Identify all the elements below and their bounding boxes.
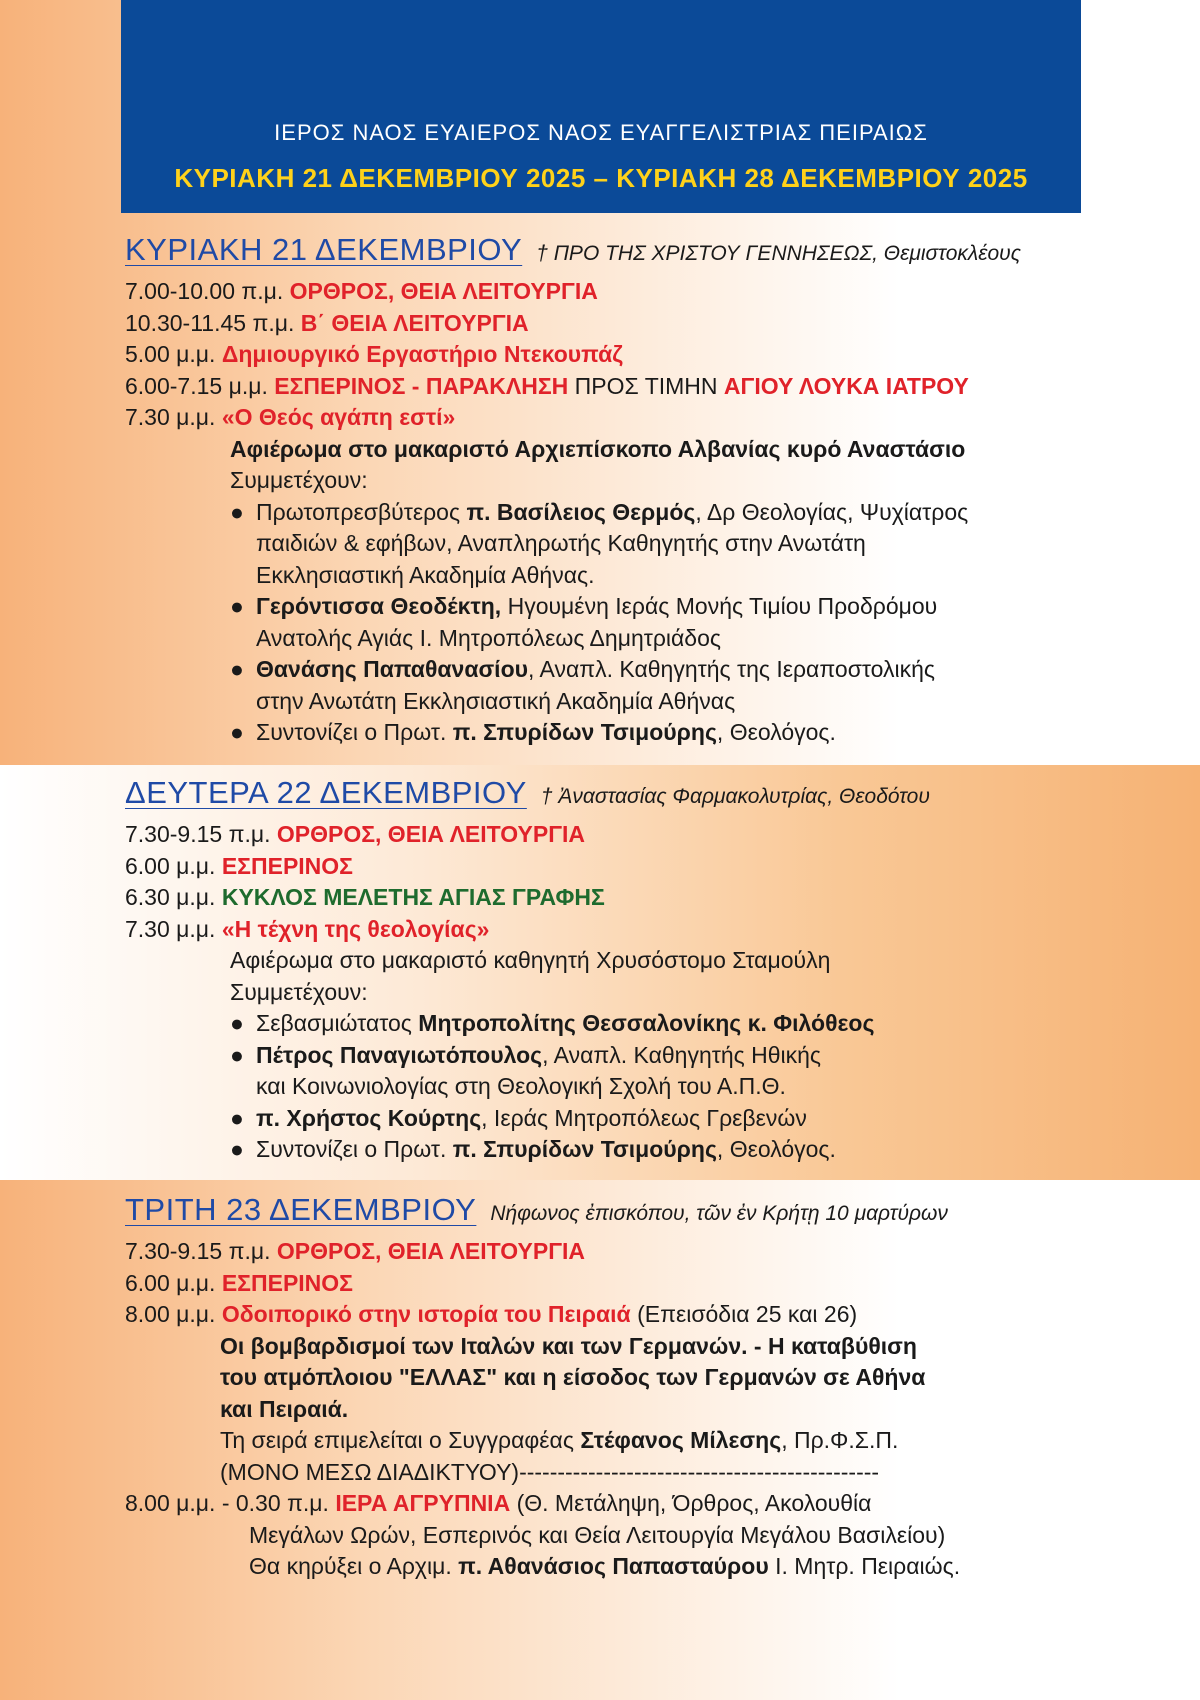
text: Συντονίζει ο Πρωτ. — [256, 719, 447, 745]
participant — [125, 654, 1085, 686]
participant-cont: Εκκλησιαστική Ακαδημία Αθήνας. — [256, 561, 595, 588]
text: , Θεολόγος. — [716, 719, 836, 745]
event-title: «Η τέχνη της θεολογίας» — [221, 915, 490, 942]
schedule-line — [125, 819, 1085, 851]
person-name: π. Σπυρίδων Τσιμούρης — [452, 1136, 717, 1162]
day-section-sunday — [125, 232, 1085, 749]
text: Ηγουμένη Ιεράς Μονής Τιμίου Προδρόμου — [501, 593, 938, 619]
person-name: Γερόντισσα Θεοδέκτη, — [256, 593, 502, 619]
text: Ι. Μητρ. Πειραιώς. — [768, 1553, 961, 1579]
bullet-icon: ● — [230, 1104, 244, 1131]
schedule-line — [125, 402, 1085, 434]
tribute: Αφιέρωμα στο μακαριστό Αρχιεπίσκοπο Αλβανίας κυρό Αναστάσιο — [230, 435, 966, 462]
episode-desc: και Πειραιά. — [220, 1395, 349, 1422]
bullet-icon: ● — [230, 1136, 244, 1162]
time: 10.30-11.45 π.μ. — [125, 309, 295, 336]
person-name: Στέφανος Μίλεσης — [580, 1427, 782, 1453]
text: Θα κηρύξει ο Αρχιμ. — [249, 1553, 452, 1579]
time: 7.30 μ.μ. — [125, 404, 216, 430]
person-name: Θανάσης Παπαθανασίου — [256, 656, 529, 682]
time: 6.00 μ.μ. — [125, 1269, 216, 1296]
feast-name: † ΠΡΟ ΤΗΣ ΧΡΙΣΤΟΥ ΓΕΝΝΗΣΕΩΣ, Θεμιστοκλέους — [536, 242, 1021, 265]
participants-label: Συμμετέχουν: — [230, 467, 368, 493]
person-name: π. Βασίλειος Θερμός — [466, 498, 696, 525]
participant — [125, 591, 1085, 623]
time: 6.30 μ.μ. — [125, 884, 216, 910]
event-title: Οδοιπορικό στην ιστορία του Πειραιά — [221, 1301, 631, 1327]
time: 7.30 μ.μ. — [125, 915, 216, 942]
day-section-tuesday — [125, 1192, 1085, 1583]
period-title: ΚΥΡΙΑΚΗ 21 ΔΕΚΕΜΒΡΙΟΥ 2025 – ΚΥΡΙΑΚΗ 28 ΔΕΚΕΜΒΡΙΟΥ 2025 — [174, 163, 1028, 193]
episode-desc: του ατμόπλοιου "ΕΛΛΑΣ" και η είσοδος των Γερμανών σε Αθήνα — [220, 1364, 926, 1390]
schedule-line — [125, 914, 1085, 946]
bullet-icon: ● — [230, 593, 244, 619]
episode-desc: Οι βομβαρδισμοί των Ιταλών και των Γερμανών. - Η καταβύθιση — [220, 1332, 917, 1359]
service: Β΄ ΘΕΙΑ ΛΕΙΤΟΥΡΓΙΑ — [300, 309, 529, 336]
schedule-line — [125, 308, 1085, 340]
day-title: ΤΡΙΤΗ 23 ΔΕΚΕΜΒΡΙΟΥ — [125, 1192, 477, 1227]
day-title: ΔΕΥΤΕΡΑ 22 ΔΕΚΕΜΒΡΙΟΥ — [125, 775, 527, 810]
text: Σεβασμιώτατος — [256, 1010, 412, 1036]
person-name: π. Αθανάσιος Παπασταύρου — [458, 1553, 769, 1579]
text: , Θεολόγος. — [716, 1136, 836, 1162]
time: 6.00 μ.μ. — [125, 852, 216, 879]
schedule-cont — [125, 1551, 1085, 1583]
schedule-cont: Μεγάλων Ωρών, Εσπερινός και Θεία Λειτουργία Μεγάλου Βασιλείου) — [249, 1521, 946, 1548]
header-banner — [121, 0, 1081, 213]
time: 8.00 μ.μ. — [125, 1301, 216, 1327]
time: 7.00-10.00 π.μ. — [125, 278, 284, 304]
participant — [125, 1103, 1085, 1135]
time: 8.00 μ.μ. - 0.30 π.μ. — [125, 1490, 329, 1516]
participant — [125, 717, 1085, 749]
schedule-line — [125, 276, 1085, 308]
participant-cont: και Κοινωνιολογίας στη Θεολογική Σχολή του Α.Π.Θ. — [256, 1073, 786, 1099]
time: 7.30-9.15 π.μ. — [125, 821, 271, 847]
person-name: π. Σπυρίδων Τσιμούρης — [452, 719, 717, 745]
participants-label: Συμμετέχουν: — [230, 978, 368, 1005]
bullet-icon: ● — [230, 719, 244, 745]
time: 7.30-9.15 π.μ. — [125, 1238, 271, 1264]
service: ΑΓΙΟΥ ΛΟΥΚΑ ΙΑΤΡΟΥ — [723, 372, 969, 399]
time: 5.00 μ.μ. — [125, 341, 216, 367]
participant — [125, 1008, 1085, 1040]
service: ΟΡΘΡΟΣ, ΘΕΙΑ ΛΕΙΤΟΥΡΓΙΑ — [289, 278, 598, 304]
event-title: «Ο Θεός αγάπη εστί» — [221, 404, 456, 430]
service: ΟΡΘΡΟΣ, ΘΕΙΑ ΛΕΙΤΟΥΡΓΙΑ — [276, 821, 586, 847]
feast-name: † Ἀναστασίας Φαρμακολυτρίας, Θεοδότου — [540, 785, 930, 808]
participant — [125, 1040, 1085, 1072]
study-circle: ΚΥΚΛΟΣ ΜΕΛΕΤΗΣ ΑΓΙΑΣ ΓΡΑΦΗΣ — [221, 884, 605, 910]
text: , Πρ.Φ.Σ.Π. — [781, 1427, 899, 1453]
participant-cont: Ανατολής Αγιάς Ι. Μητροπόλεως Δημητριάδος — [256, 624, 721, 651]
bullet-icon: ● — [230, 1010, 244, 1036]
text: , Αναπλ. Καθηγητής της Ιεραποστολικής — [528, 656, 935, 682]
participant — [125, 497, 1085, 529]
event: Δημιουργικό Εργαστήριο Ντεκουπάζ — [221, 341, 623, 367]
participant-cont: στην Ανωτάτη Εκκλησιαστική Ακαδημία Αθήνας — [256, 687, 736, 714]
editor-line — [125, 1425, 1085, 1457]
bullet-icon: ● — [230, 498, 244, 525]
bullet-icon: ● — [230, 656, 244, 682]
day-heading — [125, 775, 1085, 819]
text: , Αναπλ. Καθηγητής Ηθικής — [542, 1041, 821, 1068]
online-note: (ΜΟΝΟ ΜΕΣΩ ΔΙΑΔΙΚΤΥΟΥ)----------------------------------------------- — [220, 1458, 880, 1485]
bullet-icon: ● — [230, 1041, 244, 1068]
text: Πρωτοπρεσβύτερος — [256, 498, 461, 525]
participant-cont: παιδιών & εφήβων, Αναπληρωτής Καθηγητής στην Ανωτάτη — [256, 530, 866, 556]
person-name: Μητροπολίτης Θεσσαλονίκης κ. Φιλόθεος — [418, 1010, 875, 1036]
service: ΟΡΘΡΟΣ, ΘΕΙΑ ΛΕΙΤΟΥΡΓΙΑ — [276, 1238, 586, 1264]
day-heading — [125, 232, 1085, 276]
schedule-line — [125, 851, 1085, 883]
person-name: π. Χρήστος Κούρτης — [256, 1104, 482, 1131]
service: ΕΣΠΕΡΙΝΟΣ — [221, 852, 353, 879]
text: Συντονίζει ο Πρωτ. — [256, 1136, 447, 1162]
day-heading — [125, 1192, 1085, 1236]
tribute: Αφιέρωμα στο μακαριστό καθηγητή Χρυσόστομο Σταμούλη — [230, 947, 831, 973]
schedule-line — [125, 339, 1085, 371]
text: , Δρ Θεολογίας, Ψυχίατρος — [695, 498, 969, 525]
feast-name: Νήφωνος ἐπισκόπου, τῶν ἐν Κρήτῃ 10 μαρτύρων — [490, 1202, 948, 1225]
service: ΕΣΠΕΡΙΝΟΣ - ΠΑΡΑΚΛΗΣΗ — [274, 372, 569, 399]
person-name: Πέτρος Παναγιωτόπουλος — [256, 1041, 543, 1068]
schedule-line — [125, 371, 1085, 403]
schedule-line — [125, 882, 1085, 914]
service: ΙΕΡΑ ΑΓΡΥΠΝΙΑ — [335, 1490, 511, 1516]
day-title: ΚΥΡΙΑΚΗ 21 ΔΕΚΕΜΒΡΙΟΥ — [125, 232, 523, 267]
text: ΠΡΟΣ ΤΙΜΗΝ — [574, 372, 718, 399]
service: ΕΣΠΕΡΙΝΟΣ — [221, 1269, 353, 1296]
text: , Ιεράς Μητροπόλεως Γρεβενών — [481, 1104, 807, 1131]
time: 6.00-7.15 μ.μ. — [125, 372, 268, 399]
day-section-monday — [125, 775, 1085, 1166]
text: Τη σειρά επιμελείται ο Συγγραφέας — [220, 1427, 574, 1453]
participant — [125, 1134, 1085, 1166]
text: (Επεισόδια 25 και 26) — [630, 1301, 858, 1327]
schedule-line — [125, 1268, 1085, 1300]
schedule-line — [125, 1236, 1085, 1268]
schedule-line — [125, 1299, 1085, 1331]
schedule-line — [125, 1488, 1085, 1520]
church-name: ΙΕΡΟΣ ΝΑΟΣ ΕΥΑΙΕΡΟΣ ΝΑΟΣ ΕΥΑΓΓΕΛΙΣΤΡΙΑΣ ΠΕΙΡΑΙΩΣ — [274, 120, 928, 145]
text: (Θ. Μετάληψη, Όρθρος, Ακολουθία — [510, 1490, 872, 1516]
